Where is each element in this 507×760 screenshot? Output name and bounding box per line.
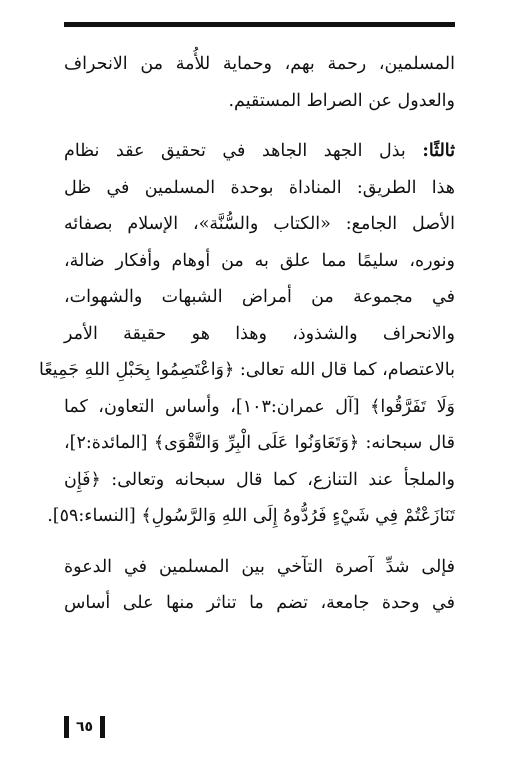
text-line: المسلمين، رحمة بهم، وحماية للأُمة من الانحراف — [64, 54, 455, 74]
paragraph-continuation — [64, 46, 455, 119]
text-line: فإلى شدِّ آصرة التآخي بين المسلمين في الدعوة — [64, 556, 455, 577]
top-rule — [64, 22, 455, 27]
text-line: وَلَا تَفَرَّقُوا﴾ [آل عمران:١٠٣]، وأساس التعاون، كما — [64, 396, 455, 417]
paragraph-unity — [64, 549, 455, 622]
text-fragment: بذل الجهد الجاهد في تحقيق عقد نظام — [64, 141, 406, 161]
paragraph-third-point — [39, 133, 455, 535]
text-line: قال سبحانه: ﴿وَتَعَاوَنُوا عَلَى الْبِرِّ وَالتَّقْوَى﴾ [المائدة:٢]، — [64, 433, 455, 453]
page-number: ٦٥ — [64, 716, 105, 738]
page-body — [39, 46, 455, 622]
text-line: والملجأ عند التنازع، كما قال سبحانه وتعالى: ﴿فَإِن — [64, 469, 455, 490]
text-line: بالاعتصام، كما قال الله تعالى: ﴿وَاعْتَصِمُوا بِحَبْلِ اللهِ جَمِيعًا — [39, 360, 455, 380]
text-line: تَنَازَعْتُمْ فِي شَيْءٍ فَرُدُّوهُ إِلَى اللهِ وَالرَّسُولِ﴾ [النساء:٥٩]. — [47, 506, 455, 526]
text-line: ونوره، سليمًا مما علق به من أوهام وأفكار ضالة، — [64, 250, 455, 271]
text-line: هذا الطريق: المناداة بوحدة المسلمين في ظل — [64, 177, 455, 198]
text-line: والانحراف والشذوذ، وهذا هو حقيقة الأمر — [64, 323, 455, 344]
text-line: والعدول عن الصراط المستقيم. — [228, 90, 455, 111]
page-footer — [64, 716, 105, 738]
text-line: الأصل الجامع: «الكتاب والسُّنَّة»، الإسلام بصفائه — [64, 214, 455, 234]
text-line: في مجموعة من أمراض الشبهات والشهوات، — [64, 287, 455, 307]
text-line — [64, 133, 455, 170]
text-line: في وحدة جامعة، تضم ما تناثر منها على أساس — [64, 593, 455, 613]
point-heading: ثالثًا: — [422, 141, 455, 161]
